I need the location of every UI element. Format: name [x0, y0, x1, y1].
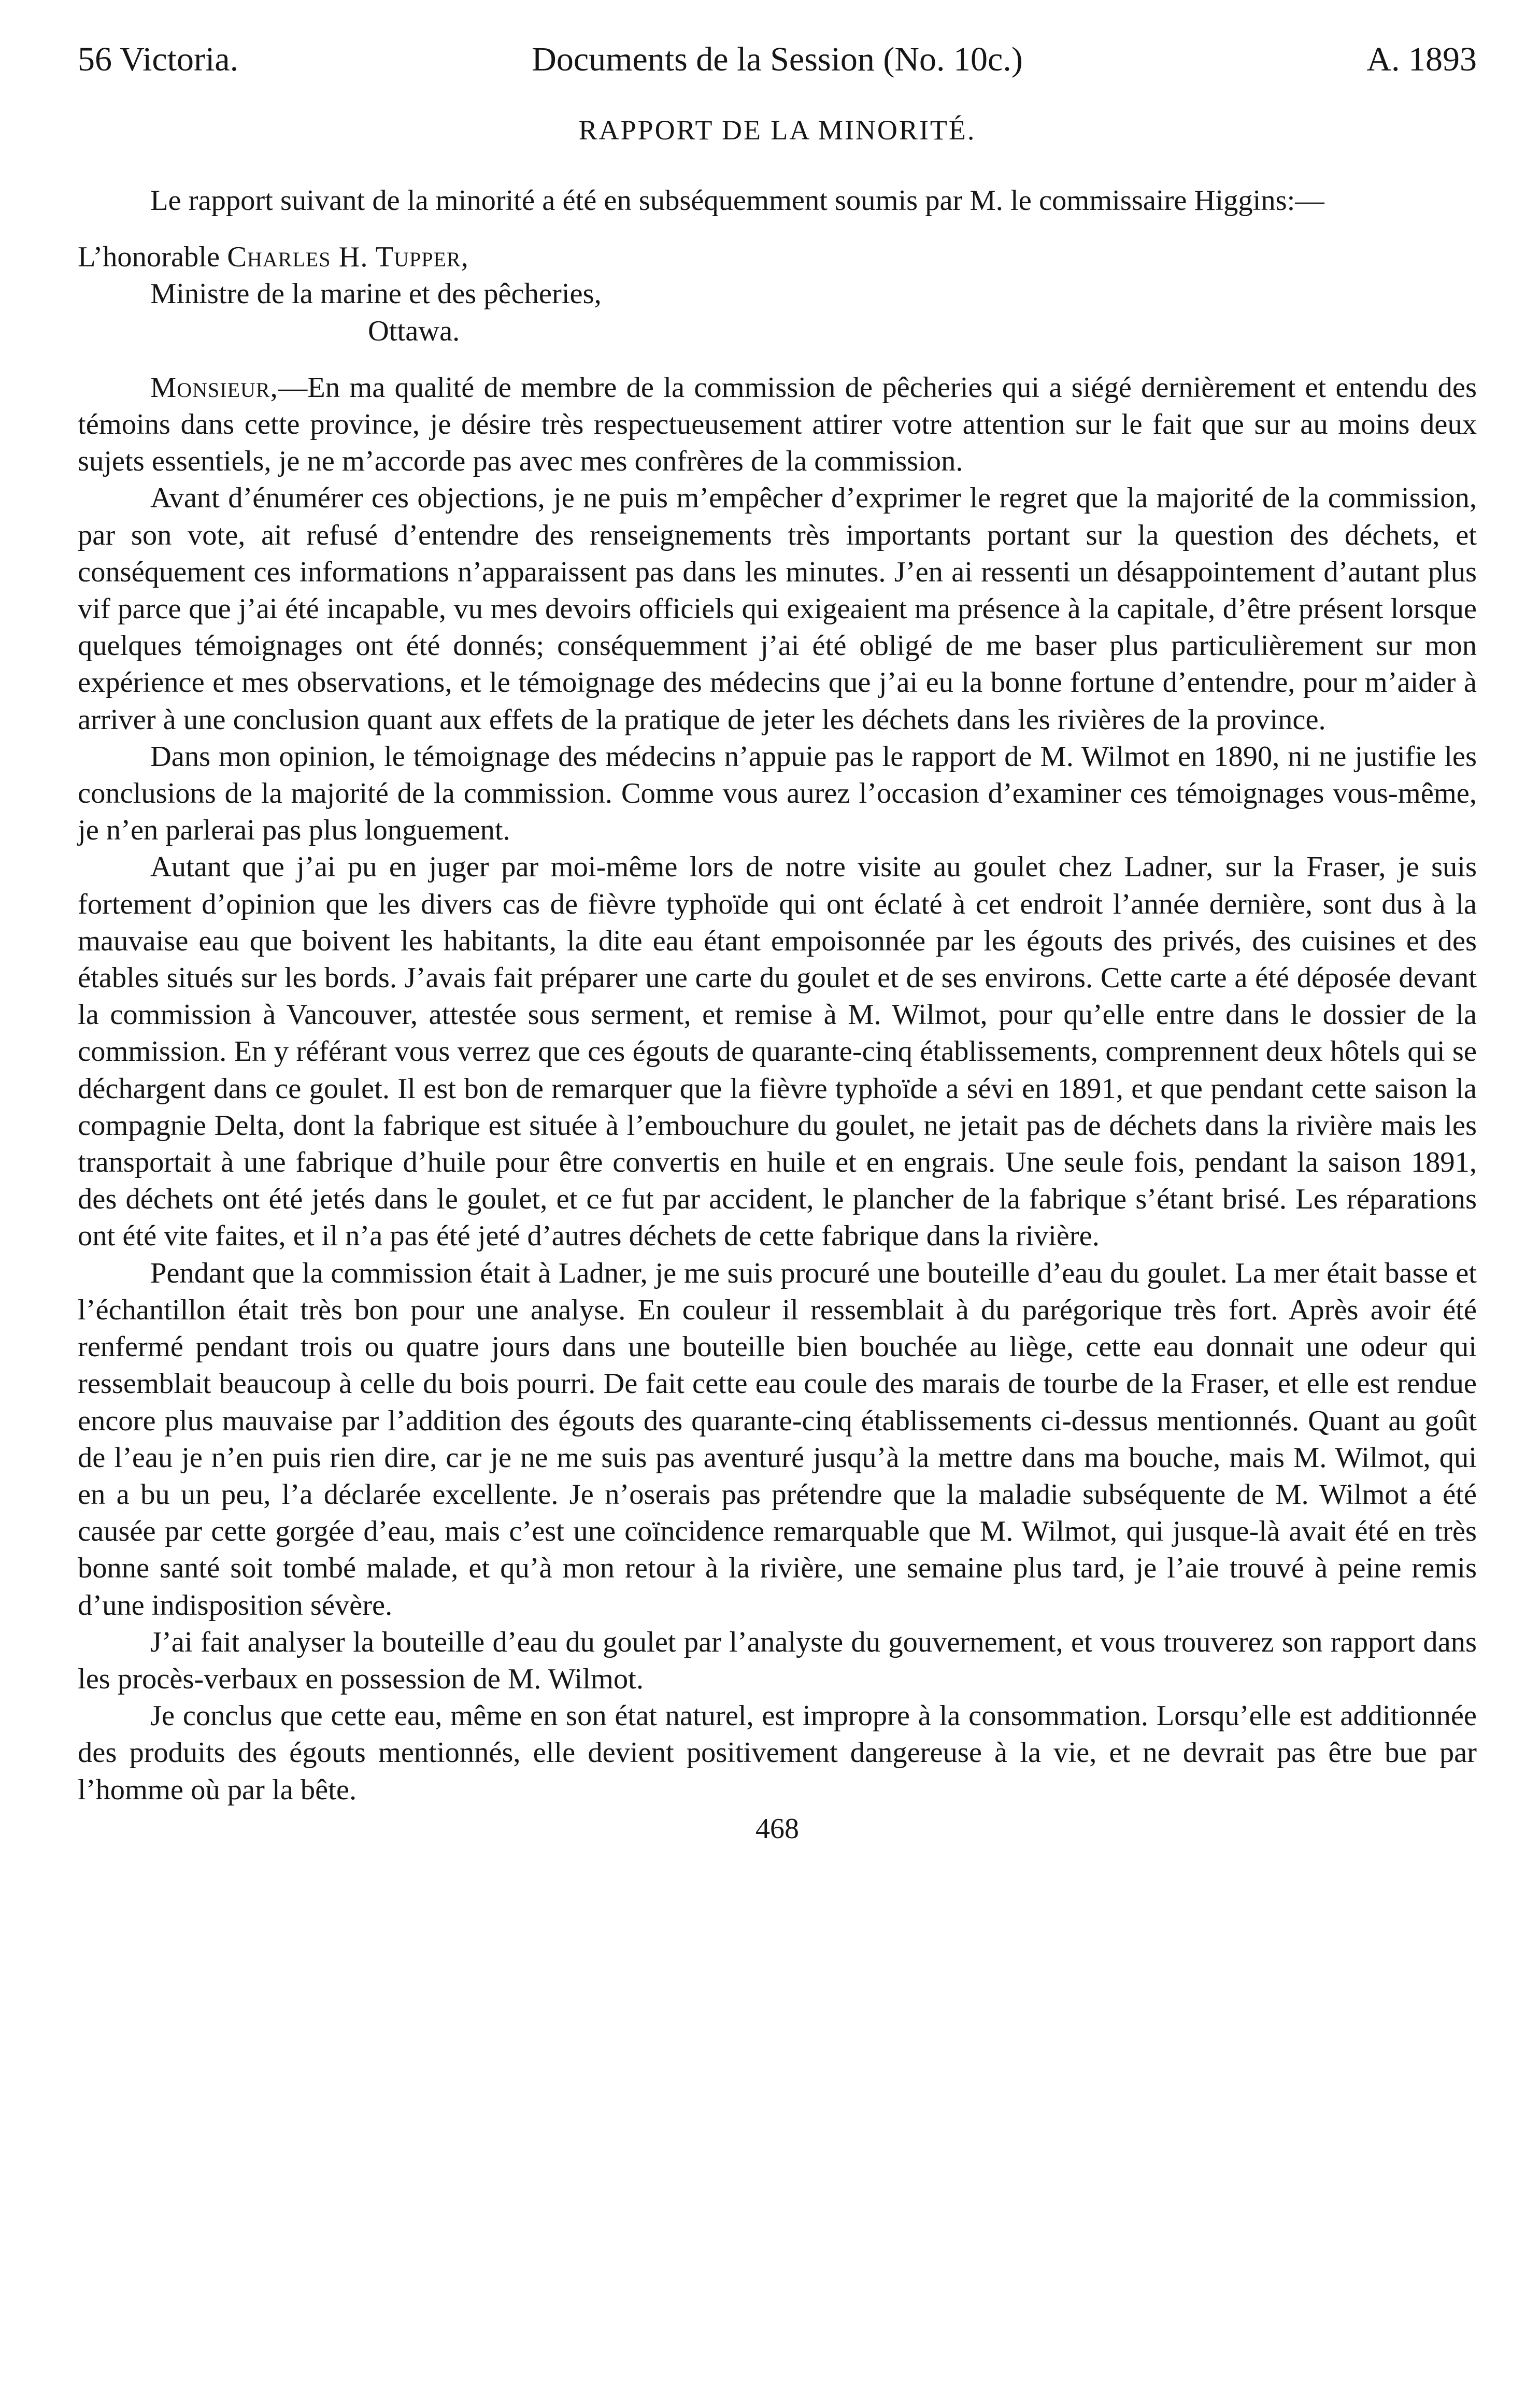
header-document-title: Documents de la Session (No. 10c.) [532, 40, 1023, 78]
body-paragraph-6: J’ai fait analyser la bouteille d’eau du goulet par l’analyste du gouvernement, et vous trouverez son rapport dans les procès-verbaux en possession de M. Wilmot. [78, 1626, 1477, 1695]
body-paragraph-5: Pendant que la commission était à Ladner, je me suis procuré une bouteille d’eau du goulet. La mer était basse et l’échantillon était très bon pour une analyse. En couleur il ressemblait à du parégorique très fort. Après avoir été renfermé pendant trois ou quatre jours dans une bouteille bien bouchée au liège, cette eau donnait une odeur qui ressemblait beaucoup à celle du bois pourri. De fait cette eau coule des marais de tourbe de la Fraser, et elle est rendue encore plus mauvaise par l’addition des égouts des quarante-cinq établissements ci-dessus mentionnés. Quant au goût de l’eau je n’en puis rien dire, car je ne me suis pas aventuré jusqu’à la mettre dans ma bouche, mais M. Wilmot, qui en a bu un peu, l’a déclarée excellente. Je n’oserais pas prétendre que la maladie subséquente de M. Wilmot a été causée par cette gorgée d’eau, mais c’est une coïncidence remarquable que M. Wilmot, qui jusque-là avait été en très bonne santé soit tombé malade, et qu’à mon retour à la rivière, une semaine plus tard, je l’aie trouvé à peine remis d’une indisposition sévère. [78, 1257, 1477, 1622]
address-line-office: Ministre de la marine et des pêcheries, [150, 278, 602, 310]
body-paragraph-2: Avant d’énumérer ces objections, je ne puis m’empêcher d’exprimer le regret que la majorité de la commission, par son vote, ait refusé d’entendre des renseignements très importants portant sur la question des déchets, et conséquement ces informations n’apparaissent pas dans les minutes. J’en ai ressenti un désappointement d’autant plus vif parce que j’ai été incapable, vu mes devoirs officiels qui exigeaient ma présence à la capitale, d’être présent lorsque quelques témoignages ont été donnés; conséquemment j’ai été obligé de me baser plus particulièrement sur mon expérience et mes observations, et le témoignage des médecins que j’ai eu la bonne fortune d’entendre, pour m’aider à arriver à une conclusion quant aux effets de la pratique de jeter les déchets dans les rivières de la province. [78, 482, 1477, 736]
page-number: 468 [755, 1812, 799, 1845]
section-title: RAPPORT DE LA MINORITÉ. [578, 115, 976, 146]
intro-paragraph: Le rapport suivant de la minorité a été en subséquemment soumis par M. le commissaire Higgins:— [150, 184, 1324, 217]
document-page [78, 36, 1477, 1847]
body-paragraph-1 [78, 369, 1477, 480]
address-block [78, 239, 1477, 350]
address-line-addressee [78, 239, 1477, 276]
body-paragraph-1-text: —En ma qualité de membre de la commission de pêcheries qui a siégé dernièrement et entendu des témoins dans cette province, je désire très respectueusement attirer votre attention sur le fait que sur au moins deux sujets essentiels, je ne m’accorde pas avec mes confrères de la commission. [78, 371, 1477, 478]
body-paragraph-3: Dans mon opinion, le témoignage des médecins n’appuie pas le rapport de M. Wilmot en 1890, ni ne justifie les conclusions de la majorité de la commission. Comme vous aurez l’occasion d’examiner ces témoignages vous-même, je n’en parlerai pas plus longuement. [78, 740, 1477, 847]
running-header [78, 36, 1477, 88]
address-line-city: Ottawa. [368, 315, 460, 347]
body-paragraph-4: Autant que j’ai pu en juger par moi-même lors de notre visite au goulet chez Ladner, sur la Fraser, je suis fortement d’opinion que les divers cas de fièvre typhoïde qui ont éclaté à cet endroit l’année dernière, sont dus à la mauvaise eau que boivent les habitants, la dite eau étant empoisonnée par les égouts des privés, des cuisines et des étables situés sur les bords. J’avais fait préparer une carte du goulet et de ses environs. Cette carte a été déposée devant la commission à Vancouver, attestée sous serment, et remise à M. Wilmot, pour qu’elle entre dans le dossier de la commission. En y référant vous verrez que ces égouts de quarante-cinq établissements, comprennent deux hôtels qui se déchargent dans ce goulet. Il est bon de remarquer que la fièvre typhoïde a sévi en 1891, et que pendant cette saison la compagnie Delta, dont la fabrique est située à l’embouchure du goulet, ne jetait pas de déchets dans la rivière mais les transportait à une fabrique d’huile pour être convertis en huile et en engrais. Une seule fois, pendant la saison 1891, des déchets ont été jetés dans le goulet, et ce fut par accident, le plancher de la fabrique s’étant brisé. Les réparations ont été vite faites, et il n’a pas été jeté d’autres déchets de cette fabrique dans la rivière. [78, 851, 1477, 1253]
header-year: A. 1893 [1366, 40, 1477, 78]
salutation: Monsieur, [150, 371, 278, 404]
addressee-name: Charles H. Tupper, [227, 241, 469, 274]
header-session-year: 56 Victoria. [78, 40, 239, 78]
body-paragraph-7: Je conclus que cette eau, même en son état naturel, est impropre à la consommation. Lorsqu’elle est additionnée des produits des égouts mentionnés, elle devient positivement dangereuse à la vie, et ne devrait pas être bue par l’homme où par la bête. [78, 1700, 1477, 1806]
addressee-prefix: L’honorable [78, 241, 227, 274]
